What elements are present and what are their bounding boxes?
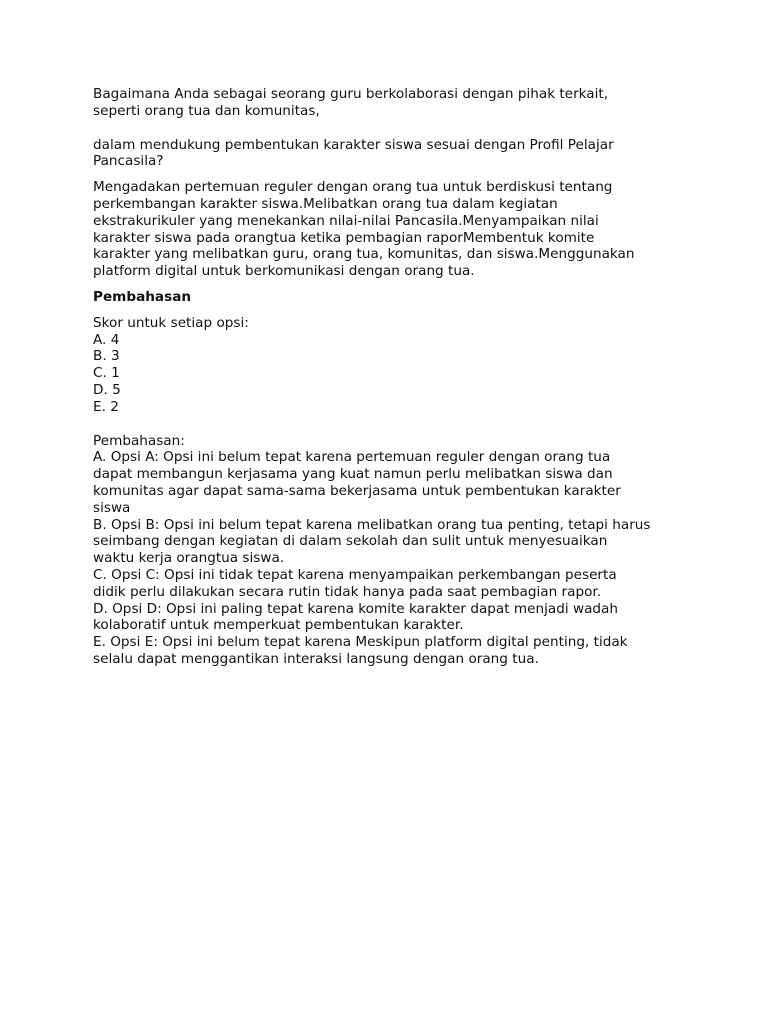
discussion-item: D. Opsi D: Opsi ini paling tepat karena komite karakter dapat menjadi wadah kolaboratif untuk memperkuat pembentukan karakter. xyxy=(93,600,618,634)
section-heading: Pembahasan xyxy=(93,288,192,305)
score-item: B. 3 xyxy=(93,348,120,365)
discussion-item: B. Opsi B: Opsi ini belum tepat karena melibatkan orang tua penting, tetapi harus seimbang dengan kegiatan di dalam sekolah dan sulit untuk menyesuaikan waktu kerja orangtua siswa. xyxy=(93,516,651,567)
document-page xyxy=(93,86,693,668)
score-item: E. 2 xyxy=(93,398,119,415)
question-part-1: Bagaimana Anda sebagai seorang guru berkolaborasi dengan pihak terkait, seperti orang tua dan komunitas, xyxy=(93,86,609,119)
score-list xyxy=(93,332,693,416)
score-item: A. 4 xyxy=(93,331,120,348)
discussion-item: C. Opsi C: Opsi ini tidak tepat karena menyampaikan perkembangan peserta didik perlu dilakukan secara rutin tidak hanya pada saat pembagian rapor. xyxy=(93,566,617,600)
score-item: D. 5 xyxy=(93,381,121,398)
discussion-title: Pembahasan: xyxy=(93,432,185,449)
question-part-2: dalam mendukung pembentukan karakter siswa sesuai dengan Profil Pelajar Pancasila? xyxy=(93,136,614,170)
scores-intro: Skor untuk setiap opsi: xyxy=(93,314,249,331)
answer-paragraph: Mengadakan pertemuan reguler dengan orang tua untuk berdiskusi tentang perkembangan karakter siswa.Melibatkan orang tua dalam kegiatan ekstrakurikuler yang menekankan nilai-nilai Pancasila.Menyampaikan nilai karakter siswa pada orangtua ketika pembagian raporMembentuk komite karakter yang melibatkan guru, orang tua, komunitas, dan siswa.Menggunakan platform digital untuk berkomunikasi dengan orang tua. xyxy=(93,179,635,280)
discussion-item: A. Opsi A: Opsi ini belum tepat karena pertemuan reguler dengan orang tua dapat membangun kerjasama yang kuat namun perlu melibatkan siswa dan komunitas agar dapat sama-sama bekerjasama untuk pembentukan karakter siswa xyxy=(93,449,621,516)
score-item: C. 1 xyxy=(93,365,120,382)
discussion-item: E. Opsi E: Opsi ini belum tepat karena Meskipun platform digital penting, tidak selalu dapat menggantikan interaksi langsung dengan orang tua. xyxy=(93,634,628,667)
discussion-list xyxy=(93,449,693,667)
